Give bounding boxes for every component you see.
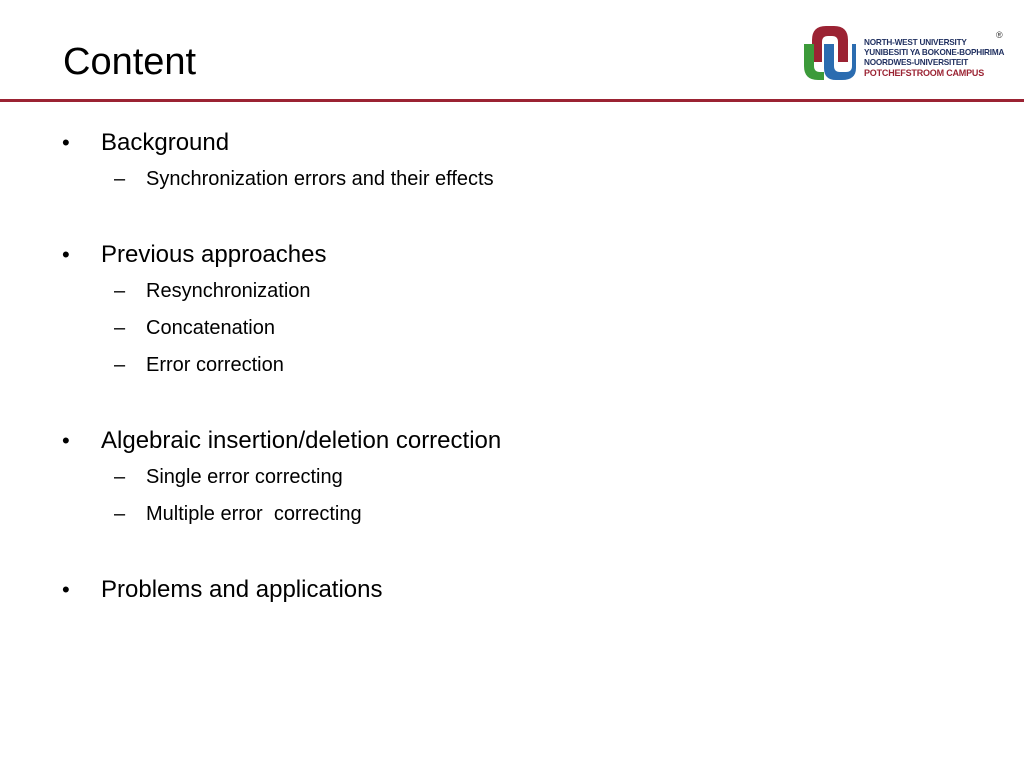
outline-subitem-label: Single error correcting [146,466,343,488]
bullet-marker: • [62,130,70,155]
outline-subitem-label: Error correction [146,354,284,376]
dash-marker: – [114,168,126,190]
logo-line-2: YUNIBESITI YA BOKONE-BOPHIRIMA [864,48,1005,57]
outline-subitem-label: Resynchronization [146,280,311,302]
outline-subitem [60,273,960,310]
outline-subitem [60,459,960,496]
dash-marker: – [114,466,126,488]
outline-subitem-label: Multiple error correcting [146,503,362,525]
slide-title: Content [63,41,197,83]
bullet-marker: • [62,428,70,453]
outline-item [60,423,960,459]
university-name [864,38,1004,78]
logo-line-1: NORTH-WEST UNIVERSITY [864,38,967,47]
outline-item-label: Previous approaches [101,241,327,268]
bullet-marker: • [62,242,70,267]
outline-item-label: Problems and applications [101,576,383,603]
bullet-marker: • [62,577,70,602]
outline-subitem-label: Concatenation [146,317,275,339]
title-divider [0,99,1024,102]
outline-item [60,572,960,608]
outline-subitem-label: Synchronization errors and their effects [146,168,494,190]
outline-item-label: Algebraic insertion/deletion correction [101,427,502,454]
logo-campus: POTCHEFSTROOM CAMPUS [864,68,985,78]
outline-subitem [60,496,960,533]
registered-mark: ® [996,30,1003,40]
outline-subitem [60,347,960,384]
university-logo [802,20,1012,84]
outline-subitem [60,310,960,347]
logo-line-3: NOORDWES-UNIVERSITEIT [864,58,969,67]
outline-item-label: Background [101,129,230,156]
slide-content [60,125,960,608]
dash-marker: – [114,317,126,339]
outline-subitem [60,161,960,198]
university-emblem-icon [802,22,858,82]
outline-item [60,237,960,273]
dash-marker: – [114,280,126,302]
dash-marker: – [114,354,126,376]
outline-item [60,125,960,161]
dash-marker: – [114,503,126,525]
